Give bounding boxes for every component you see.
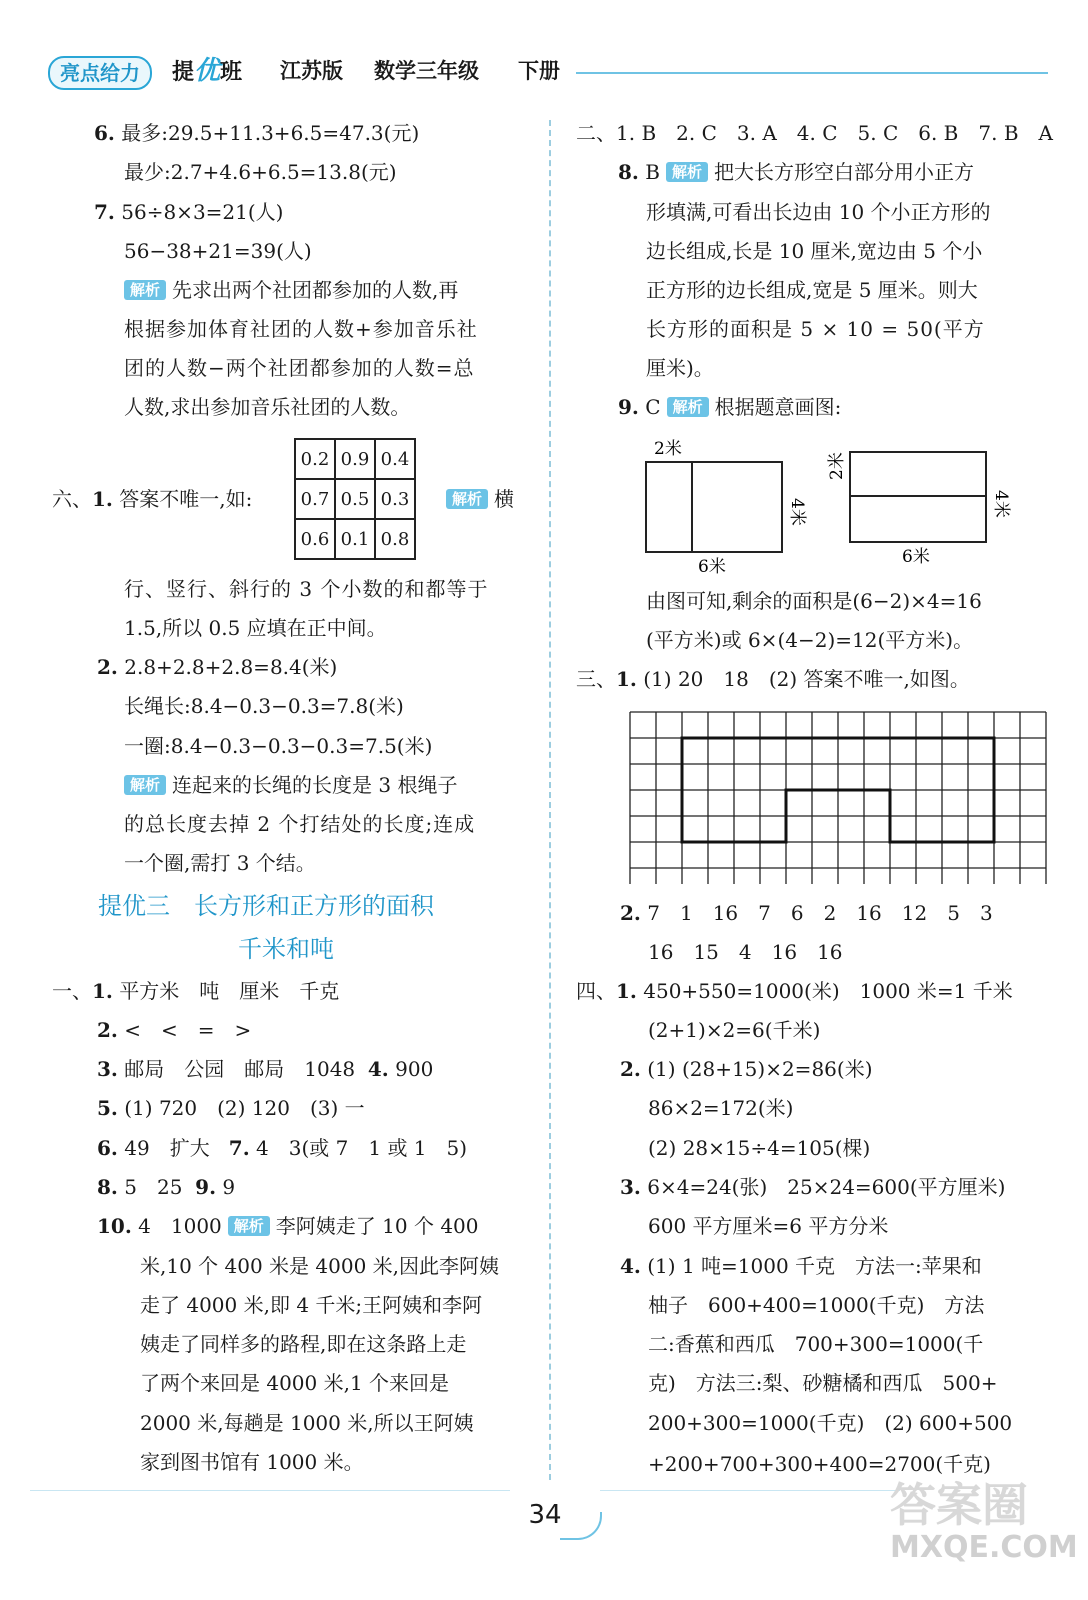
p1-q10-analysis-3: 走了 4000 米,即 4 千米;王阿姨和李阿 — [140, 1293, 483, 1317]
s6q2-analysis-2: 的总长度去掉 2 个打结处的长度;连成 — [124, 812, 476, 836]
s4-q4-line5: 200+300=1000(千克) (2) 600+500 — [648, 1411, 1013, 1435]
q6-line2: 最少:2.7+4.6+6.5=13.8(元) — [124, 160, 397, 184]
q9-conclusion-2: (平方米)或 6×(4−2)=12(平方米)。 — [646, 628, 974, 652]
q7-analysis-1: 解析 先求出两个社团都参加的人数,再 — [118, 275, 458, 305]
grid-figure — [628, 710, 1050, 884]
brand-pre: 提 — [172, 60, 195, 85]
page-header — [48, 52, 1048, 92]
q9-line1: 9. C 解析 根据题意画图: — [618, 395, 842, 419]
s4-q4-line3: 二:香蕉和西瓜 700+300=1000(千 — [648, 1332, 984, 1356]
figure-right-6m: 6米 — [902, 547, 930, 567]
watermark-url: MXQE.COM — [890, 1530, 1078, 1565]
q8-analysis-2: 形填满,可看出长边由 10 个小正方形的 — [646, 200, 991, 224]
q7-analysis-4: 人数,求出参加音乐社团的人数。 — [124, 395, 411, 419]
s4-q1-line2: (2+1)×2=6(千米) — [648, 1018, 821, 1042]
s3-q2-line1: 2. 7 1 16 7 6 2 16 12 5 3 — [620, 901, 993, 925]
s6-analysis-0: 解析 横 — [440, 484, 514, 514]
s4-q2-line1: 2. (1) (28+15)×2=86(米) — [620, 1057, 873, 1081]
analysis-tag: 解析 — [667, 397, 709, 417]
footer-rule-right — [600, 1490, 900, 1491]
q8-analysis-3: 边长组成,长是 10 厘米,宽边由 5 个小 — [646, 239, 983, 263]
brand-you: 优 — [194, 56, 221, 86]
s6-q1: 六、1. 答案不唯一,如: — [52, 487, 253, 511]
figure-left-rect — [646, 462, 782, 552]
p1-q10-analysis-5: 了两个来回是 4000 米,1 个来回是 — [140, 1371, 450, 1395]
s4-q4-line4: 克) 方法三:梨、砂糖橘和西瓜 500+ — [648, 1371, 998, 1395]
magic-square-row — [295, 479, 415, 519]
brand-title — [172, 56, 242, 88]
figure-left-6m: 6米 — [698, 557, 726, 577]
q8-analysis-6: 厘米)。 — [646, 356, 714, 380]
edition: 江苏版 — [280, 59, 343, 83]
subject: 数学三年级 — [374, 59, 479, 83]
magic-square-cell: 0.4 — [375, 439, 415, 479]
s6-analysis-1: 行、竖行、斜行的 3 个小数的和都等于 — [124, 577, 489, 601]
p1-q1: 一、1. 平方米 吨 厘米 千克 — [52, 979, 340, 1003]
q8-analysis-5: 长方形的面积是 5 × 10 = 50(平方 — [646, 317, 985, 341]
q7-line1: 7. 56÷8×3=21(人) — [94, 200, 284, 224]
magic-square-cell: 0.6 — [295, 519, 335, 559]
p1-q8: 8. 5 25 9. 9 — [97, 1175, 236, 1199]
s4-q2-line2: 86×2=172(米) — [648, 1096, 794, 1120]
s6q2-line2: 长绳长:8.4−0.3−0.3=7.8(米) — [124, 694, 404, 718]
q7-analysis-3: 团的人数−两个社团都参加的人数=总 — [124, 356, 475, 380]
volume: 下册 — [518, 59, 560, 83]
figure-right — [850, 452, 986, 542]
p1-q5: 5. (1) 720 (2) 120 (3) 一 — [97, 1096, 365, 1120]
magic-square — [294, 438, 416, 560]
p1-q10-analysis-2: 米,10 个 400 米是 4000 米,因此李阿姨 — [140, 1254, 500, 1278]
s6q2-analysis-3: 一个圈,需打 3 个结。 — [124, 851, 316, 875]
s4-q4-line1: 4. (1) 1 吨=1000 千克 方法一:苹果和 — [620, 1254, 982, 1278]
footer-rule-left — [30, 1490, 510, 1491]
p1-q3: 3. 邮局 公园 邮局 1048 4. 900 — [97, 1057, 434, 1081]
s3-q2-line2: 16 15 4 16 16 — [648, 940, 843, 964]
s6q2-line1: 2. 2.8+2.8+2.8=8.4(米) — [97, 655, 338, 679]
magic-square-cell: 0.3 — [375, 479, 415, 519]
magic-square-cell: 0.2 — [295, 439, 335, 479]
analysis-tag: 解析 — [446, 489, 488, 509]
analysis-tag: 解析 — [666, 162, 708, 182]
figure-right-2m: 2米 — [827, 452, 847, 480]
p1-q2: 2. < < = > — [97, 1018, 252, 1042]
magic-square-cell: 0.9 — [335, 439, 375, 479]
q8-analysis-4: 正方形的边长组成,宽是 5 厘米。则大 — [646, 278, 978, 302]
p1-q10: 10. 4 1000 解析 李阿姨走了 10 个 400 — [97, 1214, 479, 1238]
s4-q3-line1: 3. 6×4=24(张) 25×24=600(平方厘米) — [620, 1175, 1006, 1199]
magic-square-row — [295, 439, 415, 479]
page-number: 34 — [528, 1500, 562, 1530]
analysis-tag: 解析 — [124, 775, 166, 795]
magic-square-cell: 0.5 — [335, 479, 375, 519]
s4-q1-line1: 四、1. 450+550=1000(米) 1000 米=1 千米 — [576, 979, 1013, 1003]
s4-q4-line6: +200+700+300+400=2700(千克) — [648, 1452, 991, 1476]
header-rule — [576, 72, 1048, 74]
analysis-tag: 解析 — [228, 1216, 270, 1236]
s2-answers: 二、1. B 2. C 3. A 4. C 5. C 6. B 7. B A — [576, 121, 1053, 145]
s6q2-line3: 一圈:8.4−0.3−0.3−0.3=7.5(米) — [124, 734, 433, 758]
p1-q10-analysis-4: 姨走了同样多的路程,即在这条路上走 — [140, 1332, 467, 1356]
s4-q4-line2: 柚子 600+400=1000(千克) 方法 — [648, 1293, 985, 1317]
figure-left-2m: 2米 — [654, 439, 682, 459]
magic-square-row — [295, 519, 415, 559]
figure-right-4m: 4米 — [991, 490, 1011, 518]
p1-q10-analysis-7: 家到图书馆有 1000 米。 — [140, 1450, 364, 1474]
magic-square-cell: 0.1 — [335, 519, 375, 559]
q6-line1: 6. 最多:29.5+11.3+6.5=47.3(元) — [94, 121, 420, 145]
p1-q6: 6. 49 扩大 7. 4 3(或 7 1 或 1 5) — [97, 1136, 468, 1160]
section-subtitle: 千米和吨 — [238, 935, 334, 963]
figure-left — [646, 462, 782, 552]
series-badge: 亮点给力 — [48, 56, 152, 90]
brand-post: 班 — [220, 60, 243, 85]
s4-q3-line2: 600 平方厘米=6 平方分米 — [648, 1214, 889, 1238]
analysis-tag: 解析 — [124, 280, 166, 300]
s6q2-analysis-1: 解析 连起来的长绳的长度是 3 根绳子 — [118, 770, 457, 800]
q9-figures — [640, 430, 1040, 580]
page-number-swoosh — [560, 1512, 602, 1540]
q9-conclusion-1: 由图可知,剩余的面积是(6−2)×4=16 — [646, 589, 982, 613]
magic-square-cell: 0.7 — [295, 479, 335, 519]
s4-q2-line3: (2) 28×15÷4=105(棵) — [648, 1136, 871, 1160]
q7-analysis-2: 根据参加体育社团的人数+参加音乐社 — [124, 317, 478, 341]
watermark: 答案圈 — [890, 1478, 1028, 1532]
s6-analysis-2: 1.5,所以 0.5 应填在正中间。 — [124, 616, 387, 640]
section-title: 提优三 长方形和正方形的面积 — [98, 892, 434, 920]
figure-left-4m: 4米 — [787, 498, 807, 526]
q8-line1: 8. B 解析 把大长方形空白部分用小正方 — [618, 160, 974, 184]
magic-square-cell: 0.8 — [375, 519, 415, 559]
q7-line2: 56−38+21=39(人) — [124, 239, 312, 263]
column-divider — [549, 120, 551, 1480]
s3-q1: 三、1. (1) 20 18 (2) 答案不唯一,如图。 — [576, 667, 970, 691]
p1-q10-analysis-6: 2000 米,每趟是 1000 米,所以王阿姨 — [140, 1411, 474, 1435]
